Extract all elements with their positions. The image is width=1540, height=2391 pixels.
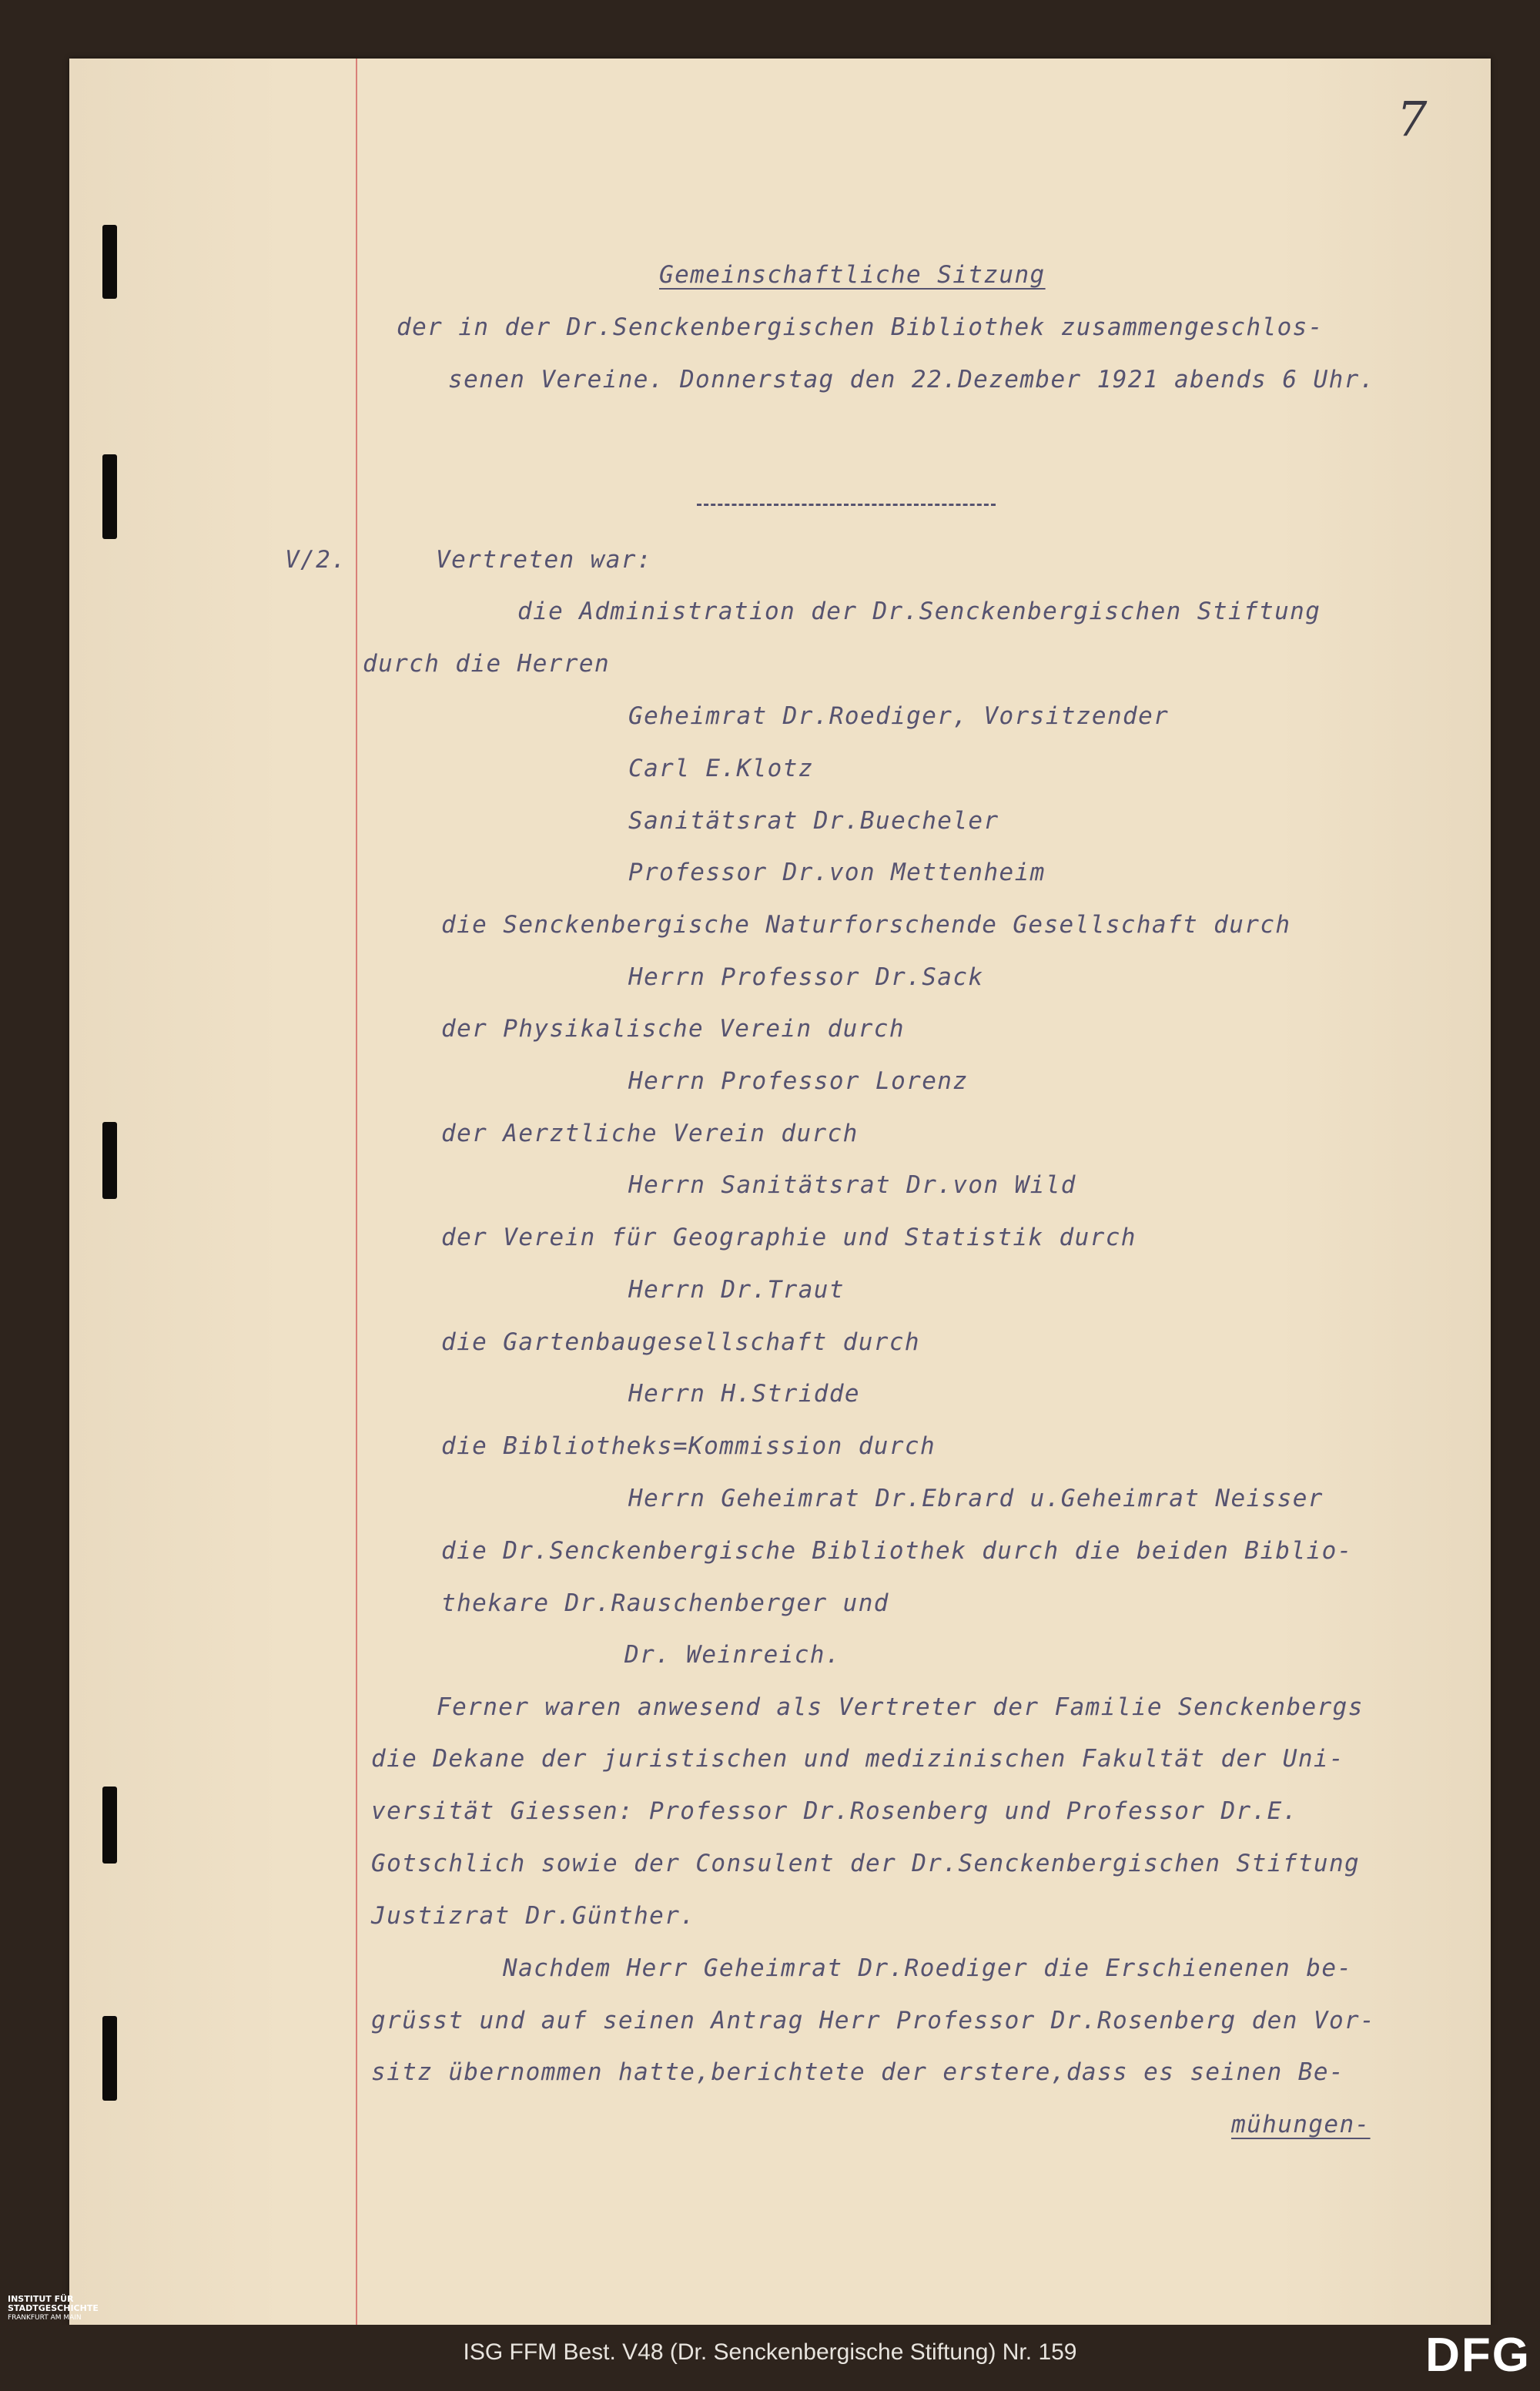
text-line: thekare Dr.Rauschenberger und [441,1589,889,1617]
catchword: mühungen- [1231,2111,1371,2138]
text-line: grüsst und auf seinen Antrag Herr Professor Dr.Rosenberg den Vor- [371,2007,1376,2034]
document-title: Gemeinschaftliche Sitzung [659,261,1046,289]
dfg-logo: DFG [1425,2329,1531,2382]
text-line: Herrn Sanitätsrat Dr.von Wild [628,1171,1076,1199]
text-line: Ferner waren anwesend als Vertreter der Familie Senckenbergs [437,1693,1364,1721]
separator-line [697,504,996,506]
text-line: Vertreten war: [436,546,652,574]
text-line: Professor Dr.von Mettenheim [628,859,1046,886]
text-line: Herrn Dr.Traut [628,1276,845,1304]
page-number: 7 [1397,91,1428,147]
punch-hole [102,454,117,539]
text-line: Gotschlich sowie der Consulent der Dr.Senckenbergischen Stiftung [371,1850,1361,1877]
punch-hole [102,1122,117,1199]
institution-line: FRANKFURT AM MAIN [8,2314,82,2322]
institution-line: STADTGESCHICHTE [8,2303,99,2313]
punch-hole [102,1787,117,1864]
text-line: Nachdem Herr Geheimrat Dr.Roediger die Erschienenen be- [503,1954,1353,1982]
text-line: die Administration der Dr.Senckenbergischen Stiftung [517,598,1321,625]
text-line: der Verein für Geographie und Statistik durch [441,1224,1137,1251]
text-line: die Dr.Senckenbergische Bibliothek durch die beiden Biblio- [441,1537,1353,1565]
intro-line: senen Vereine. Donnerstag den 22.Dezember 1921 abends 6 Uhr. [448,366,1375,393]
intro-line: der in der Dr.Senckenbergischen Bibliothek zusammengeschlos- [397,313,1324,341]
text-line: der Aerztliche Verein durch [441,1120,859,1147]
text-line: die Senckenbergische Naturforschende Gesellschaft durch [441,911,1291,939]
text-line: Herrn Professor Lorenz [628,1067,969,1095]
margin-rule [356,59,357,2325]
institution-logo [8,2295,99,2322]
reference-number: V/2. [285,546,347,574]
punch-hole [102,2016,117,2101]
text-line: Herrn H.Stridde [628,1380,860,1408]
text-line: Dr. Weinreich. [624,1641,841,1669]
text-line: Justizrat Dr.Günther. [371,1902,696,1930]
text-line: die Gartenbaugesellschaft durch [441,1328,920,1356]
text-line: versität Giessen: Professor Dr.Rosenberg und Professor Dr.E. [371,1797,1298,1825]
text-line: Sanitätsrat Dr.Buecheler [628,807,999,835]
text-line: die Bibliotheks=Kommission durch [441,1432,936,1460]
text-line: Herrn Professor Dr.Sack [628,963,984,991]
text-line: Geheimrat Dr.Roediger, Vorsitzender [628,702,1170,730]
text-line: Herrn Geheimrat Dr.Ebrard u.Geheimrat Neisser [628,1485,1324,1512]
punch-hole [102,225,117,299]
text-line: sitz übernommen hatte,berichtete der erstere,dass es seinen Be- [371,2058,1345,2086]
archive-caption: ISG FFM Best. V48 (Dr. Senckenbergische Stiftung) Nr. 159 [463,2339,1077,2365]
text-line: durch die Herren [363,650,611,678]
text-line: Carl E.Klotz [628,755,814,782]
text-line: die Dekane der juristischen und medizinischen Fakultät der Uni- [371,1745,1345,1773]
institution-line: INSTITUT FÜR [8,2294,74,2304]
text-line: der Physikalische Verein durch [441,1015,905,1043]
